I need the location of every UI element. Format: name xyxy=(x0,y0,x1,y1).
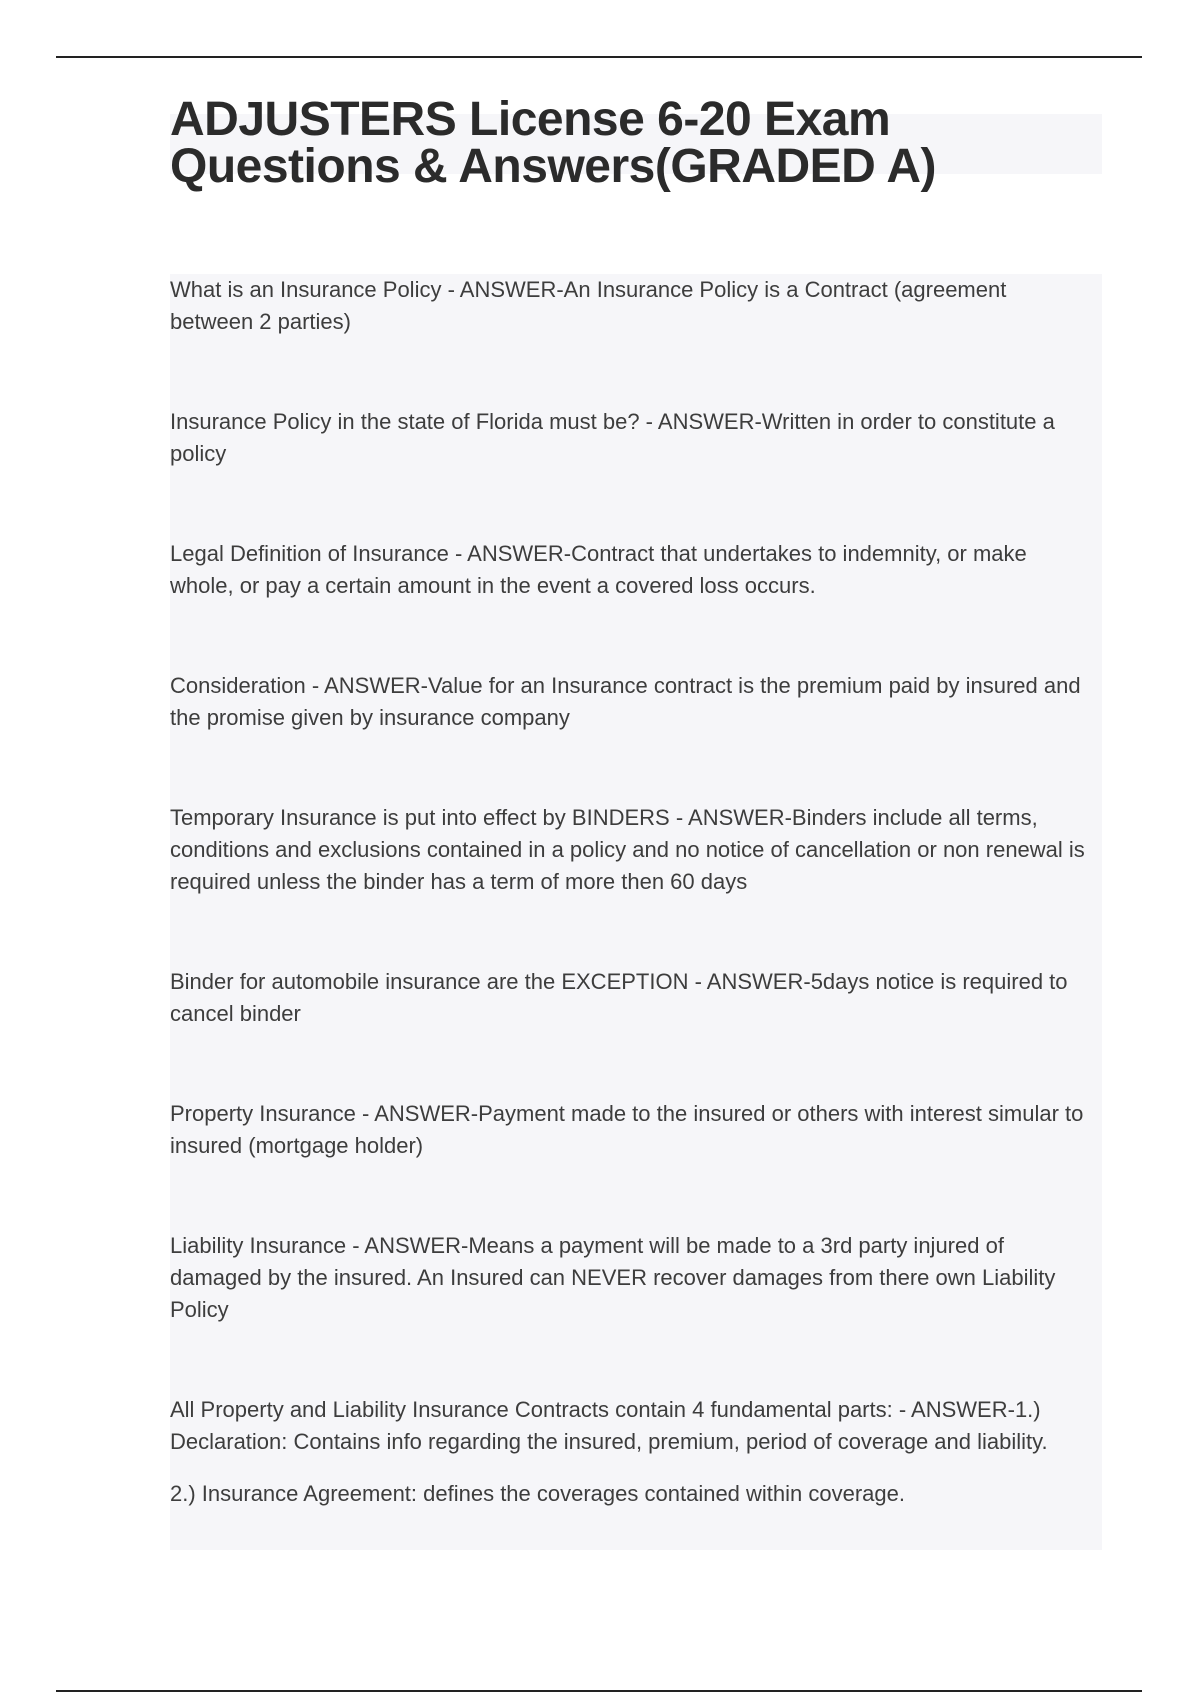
qa-list xyxy=(170,274,1090,1578)
qa-item xyxy=(170,538,1090,602)
qa-item xyxy=(170,406,1090,470)
top-divider xyxy=(56,56,1142,58)
qa-text: Property Insurance - ANSWER-Payment made to the insured or others with interest simular to insured (mortgage holder) xyxy=(170,1101,1084,1158)
qa-item xyxy=(170,670,1090,734)
qa-item xyxy=(170,1394,1090,1510)
qa-item xyxy=(170,966,1090,1030)
qa-text: Temporary Insurance is put into effect by BINDERS - ANSWER-Binders include all terms, conditions and exclusions contained in a policy and no notice of cancellation or non renewal is required unless the binder has a term of more then 60 days xyxy=(170,805,1085,894)
qa-text: All Property and Liability Insurance Contracts contain 4 fundamental parts: - ANSWER-1.) Declaration: Contains info regarding the insured, premium, period of coverage and liability. xyxy=(170,1397,1048,1454)
qa-text: Insurance Policy in the state of Florida must be? - ANSWER-Written in order to constitute a policy xyxy=(170,409,1055,466)
qa-item xyxy=(170,1098,1090,1162)
qa-text: Liability Insurance - ANSWER-Means a payment will be made to a 3rd party injured of damaged by the insured. An Insured can NEVER recover damages from there own Liability Policy xyxy=(170,1233,1056,1322)
qa-text: Binder for automobile insurance are the EXCEPTION - ANSWER-5days notice is required to cancel binder xyxy=(170,969,1068,1026)
qa-text: What is an Insurance Policy - ANSWER-An Insurance Policy is a Contract (agreement between 2 parties) xyxy=(170,277,1007,334)
qa-text-continuation: 2.) Insurance Agreement: defines the coverages contained within coverage. xyxy=(170,1481,906,1506)
qa-text: Consideration - ANSWER-Value for an Insurance contract is the premium paid by insured and the promise given by insurance company xyxy=(170,673,1081,730)
document-title: ADJUSTERS License 6-20 Exam Questions & Answers(GRADED A) xyxy=(170,93,937,194)
qa-text: Legal Definition of Insurance - ANSWER-Contract that undertakes to indemnity, or make whole, or pay a certain amount in the event a covered loss occurs. xyxy=(170,541,1027,598)
bottom-divider xyxy=(56,1690,1142,1692)
qa-item xyxy=(170,1230,1090,1326)
qa-item xyxy=(170,274,1090,338)
qa-item xyxy=(170,802,1090,898)
